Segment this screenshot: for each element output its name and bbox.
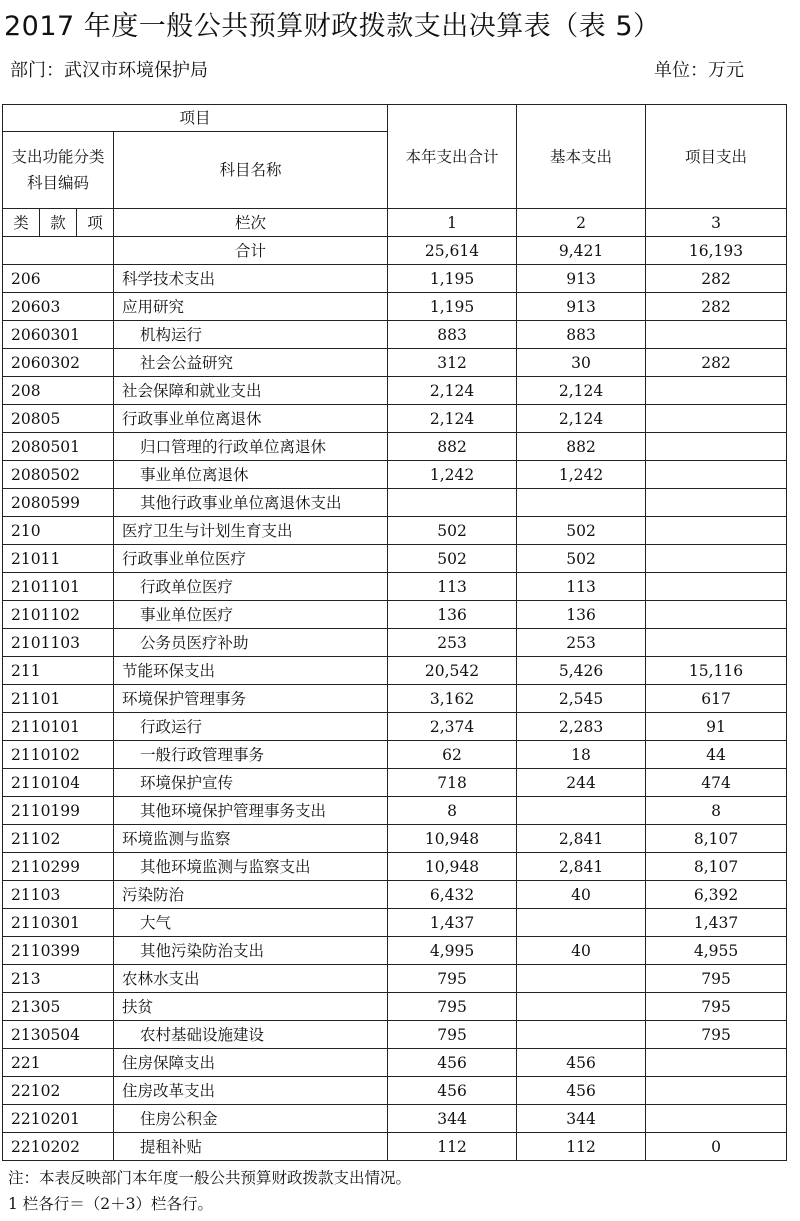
row-basic: 2,841 xyxy=(517,825,646,853)
row-subject-name: 环境监测与监察 xyxy=(114,825,388,853)
row-basic: 2,545 xyxy=(517,685,646,713)
row-basic: 2,124 xyxy=(517,377,646,405)
row-code: 21305 xyxy=(3,993,114,1021)
row-project: 282 xyxy=(646,349,787,377)
table-row xyxy=(3,853,787,881)
header-lei: 类 xyxy=(3,209,40,237)
row-basic: 344 xyxy=(517,1105,646,1133)
total-col-basic: 9,421 xyxy=(517,237,646,265)
table-row xyxy=(3,377,787,405)
row-total: 1,195 xyxy=(388,293,517,321)
header-xiang: 项 xyxy=(77,209,114,237)
row-project: 617 xyxy=(646,685,787,713)
table-row xyxy=(3,601,787,629)
row-code: 21011 xyxy=(3,545,114,573)
row-code: 2101103 xyxy=(3,629,114,657)
row-total: 344 xyxy=(388,1105,517,1133)
row-basic: 1,242 xyxy=(517,461,646,489)
total-label: 合计 xyxy=(114,237,388,265)
table-row xyxy=(3,825,787,853)
row-basic: 913 xyxy=(517,293,646,321)
row-project xyxy=(646,545,787,573)
row-total xyxy=(388,489,517,517)
row-subject-name: 一般行政管理事务 xyxy=(114,741,388,769)
row-total: 1,437 xyxy=(388,909,517,937)
row-total: 502 xyxy=(388,545,517,573)
row-total: 6,432 xyxy=(388,881,517,909)
header-row-1 xyxy=(3,105,787,132)
row-subject-name: 其他环境保护管理事务支出 xyxy=(114,797,388,825)
row-project xyxy=(646,573,787,601)
row-code: 213 xyxy=(3,965,114,993)
row-project xyxy=(646,321,787,349)
row-code: 21103 xyxy=(3,881,114,909)
total-row xyxy=(3,237,787,265)
row-code: 2101101 xyxy=(3,573,114,601)
row-total: 2,124 xyxy=(388,405,517,433)
row-total: 10,948 xyxy=(388,825,517,853)
row-basic: 253 xyxy=(517,629,646,657)
row-total: 883 xyxy=(388,321,517,349)
table-row xyxy=(3,909,787,937)
row-total: 113 xyxy=(388,573,517,601)
row-total: 1,195 xyxy=(388,265,517,293)
row-total: 502 xyxy=(388,517,517,545)
row-total: 795 xyxy=(388,993,517,1021)
row-total: 10,948 xyxy=(388,853,517,881)
lanci-2: 2 xyxy=(517,209,646,237)
row-basic: 136 xyxy=(517,601,646,629)
row-subject-name: 行政单位医疗 xyxy=(114,573,388,601)
row-subject-name: 其他行政事业单位离退休支出 xyxy=(114,489,388,517)
row-total: 20,542 xyxy=(388,657,517,685)
row-code: 211 xyxy=(3,657,114,685)
row-code: 2101102 xyxy=(3,601,114,629)
budget-table xyxy=(2,104,787,1161)
row-basic: 883 xyxy=(517,321,646,349)
note-line-2: 1 栏各行＝（2＋3）栏各行。 xyxy=(8,1195,214,1213)
row-basic: 113 xyxy=(517,573,646,601)
row-total: 62 xyxy=(388,741,517,769)
table-row xyxy=(3,1105,787,1133)
total-col-total: 25,614 xyxy=(388,237,517,265)
row-subject-name: 环境保护宣传 xyxy=(114,769,388,797)
row-basic: 913 xyxy=(517,265,646,293)
row-code: 20603 xyxy=(3,293,114,321)
row-total: 2,374 xyxy=(388,713,517,741)
row-code: 21102 xyxy=(3,825,114,853)
row-total: 8 xyxy=(388,797,517,825)
row-subject-name: 事业单位医疗 xyxy=(114,601,388,629)
table-row xyxy=(3,545,787,573)
row-subject-name: 住房保障支出 xyxy=(114,1049,388,1077)
row-code: 2110299 xyxy=(3,853,114,881)
row-project: 282 xyxy=(646,293,787,321)
row-total: 456 xyxy=(388,1077,517,1105)
row-basic: 2,283 xyxy=(517,713,646,741)
row-project xyxy=(646,377,787,405)
row-project xyxy=(646,461,787,489)
row-project: 795 xyxy=(646,965,787,993)
row-total: 1,242 xyxy=(388,461,517,489)
row-project: 282 xyxy=(646,265,787,293)
table-row xyxy=(3,293,787,321)
row-project xyxy=(646,1105,787,1133)
lanci-1: 1 xyxy=(388,209,517,237)
row-basic: 2,124 xyxy=(517,405,646,433)
row-basic: 456 xyxy=(517,1077,646,1105)
row-subject-name: 农村基础设施建设 xyxy=(114,1021,388,1049)
table-row xyxy=(3,573,787,601)
page-title: 2017 年度一般公共预算财政拨款支出决算表（表 5） xyxy=(4,11,661,42)
row-project: 795 xyxy=(646,1021,787,1049)
row-project xyxy=(646,601,787,629)
row-subject-name: 其他环境监测与监察支出 xyxy=(114,853,388,881)
row-basic xyxy=(517,797,646,825)
lanci-3: 3 xyxy=(646,209,787,237)
row-subject-name: 农林水支出 xyxy=(114,965,388,993)
table-row xyxy=(3,461,787,489)
row-code: 2110399 xyxy=(3,937,114,965)
table-row xyxy=(3,937,787,965)
row-project: 8,107 xyxy=(646,853,787,881)
table-row xyxy=(3,657,787,685)
row-subject-name: 社会公益研究 xyxy=(114,349,388,377)
table-row xyxy=(3,993,787,1021)
row-code: 2210202 xyxy=(3,1133,114,1161)
row-subject-name: 归口管理的行政单位离退休 xyxy=(114,433,388,461)
header-item: 项目 xyxy=(3,105,388,132)
row-code: 2110102 xyxy=(3,741,114,769)
row-project xyxy=(646,1049,787,1077)
row-project xyxy=(646,489,787,517)
unit-label: 单位：万元 xyxy=(654,60,744,81)
row-total: 795 xyxy=(388,965,517,993)
row-subject-name: 其他污染防治支出 xyxy=(114,937,388,965)
department-label: 部门：武汉市环境保护局 xyxy=(10,60,208,81)
row-subject-name: 行政事业单位离退休 xyxy=(114,405,388,433)
table-row xyxy=(3,685,787,713)
row-total: 4,995 xyxy=(388,937,517,965)
row-basic: 502 xyxy=(517,517,646,545)
row-project: 8 xyxy=(646,797,787,825)
row-basic xyxy=(517,909,646,937)
table-row xyxy=(3,489,787,517)
row-subject-name: 节能环保支出 xyxy=(114,657,388,685)
row-total: 718 xyxy=(388,769,517,797)
row-subject-name: 污染防治 xyxy=(114,881,388,909)
row-project: 15,116 xyxy=(646,657,787,685)
row-basic: 2,841 xyxy=(517,853,646,881)
row-subject-name: 社会保障和就业支出 xyxy=(114,377,388,405)
table-row xyxy=(3,965,787,993)
row-total: 456 xyxy=(388,1049,517,1077)
row-project: 44 xyxy=(646,741,787,769)
table-row xyxy=(3,629,787,657)
row-code: 2080501 xyxy=(3,433,114,461)
row-code: 2110301 xyxy=(3,909,114,937)
row-project: 474 xyxy=(646,769,787,797)
table-row xyxy=(3,769,787,797)
table-row xyxy=(3,741,787,769)
row-subject-name: 行政运行 xyxy=(114,713,388,741)
row-code: 21101 xyxy=(3,685,114,713)
row-basic xyxy=(517,1021,646,1049)
table-row xyxy=(3,1021,787,1049)
row-basic: 882 xyxy=(517,433,646,461)
table-row xyxy=(3,713,787,741)
row-subject-name: 机构运行 xyxy=(114,321,388,349)
row-project: 8,107 xyxy=(646,825,787,853)
row-project: 795 xyxy=(646,993,787,1021)
table-row xyxy=(3,1077,787,1105)
row-basic: 456 xyxy=(517,1049,646,1077)
row-total: 3,162 xyxy=(388,685,517,713)
row-total: 312 xyxy=(388,349,517,377)
row-subject-name: 大气 xyxy=(114,909,388,937)
row-code: 2110101 xyxy=(3,713,114,741)
row-basic: 18 xyxy=(517,741,646,769)
table-row xyxy=(3,405,787,433)
row-code: 206 xyxy=(3,265,114,293)
row-code: 2110104 xyxy=(3,769,114,797)
row-subject-name: 事业单位离退休 xyxy=(114,461,388,489)
row-project: 91 xyxy=(646,713,787,741)
row-project: 6,392 xyxy=(646,881,787,909)
row-basic: 40 xyxy=(517,937,646,965)
row-basic xyxy=(517,965,646,993)
row-code: 2060302 xyxy=(3,349,114,377)
row-subject-name: 住房公积金 xyxy=(114,1105,388,1133)
row-total: 136 xyxy=(388,601,517,629)
table-row xyxy=(3,881,787,909)
row-basic: 40 xyxy=(517,881,646,909)
row-project xyxy=(646,433,787,461)
row-basic: 112 xyxy=(517,1133,646,1161)
row-project: 1,437 xyxy=(646,909,787,937)
row-total: 882 xyxy=(388,433,517,461)
lanci-row xyxy=(3,209,787,237)
row-subject-name: 科学技术支出 xyxy=(114,265,388,293)
row-project xyxy=(646,1077,787,1105)
row-code: 2130504 xyxy=(3,1021,114,1049)
table-row xyxy=(3,1049,787,1077)
row-subject-name: 扶贫 xyxy=(114,993,388,1021)
lanci-label: 栏次 xyxy=(114,209,388,237)
row-total: 112 xyxy=(388,1133,517,1161)
row-total: 2,124 xyxy=(388,377,517,405)
row-subject-name: 提租补贴 xyxy=(114,1133,388,1161)
table-row xyxy=(3,433,787,461)
header-func-code: 支出功能分类科目编码 xyxy=(3,132,114,209)
row-code: 22102 xyxy=(3,1077,114,1105)
table-row xyxy=(3,517,787,545)
row-code: 208 xyxy=(3,377,114,405)
table-row xyxy=(3,1133,787,1161)
row-subject-name: 住房改革支出 xyxy=(114,1077,388,1105)
table-row xyxy=(3,349,787,377)
row-project xyxy=(646,405,787,433)
row-basic: 502 xyxy=(517,545,646,573)
header-col-total: 本年支出合计 xyxy=(388,105,517,209)
row-project: 4,955 xyxy=(646,937,787,965)
row-total: 253 xyxy=(388,629,517,657)
row-project: 0 xyxy=(646,1133,787,1161)
row-code: 2080502 xyxy=(3,461,114,489)
header-kuan: 款 xyxy=(40,209,77,237)
note-line-1: 注：本表反映部门本年度一般公共预算财政拨款支出情况。 xyxy=(8,1169,412,1187)
table-row xyxy=(3,797,787,825)
row-code: 221 xyxy=(3,1049,114,1077)
row-project xyxy=(646,517,787,545)
row-code: 2210201 xyxy=(3,1105,114,1133)
header-subject-name: 科目名称 xyxy=(114,132,388,209)
row-basic: 244 xyxy=(517,769,646,797)
row-total: 795 xyxy=(388,1021,517,1049)
row-subject-name: 环境保护管理事务 xyxy=(114,685,388,713)
row-subject-name: 公务员医疗补助 xyxy=(114,629,388,657)
total-code-cell xyxy=(3,237,114,265)
row-code: 210 xyxy=(3,517,114,545)
row-project xyxy=(646,629,787,657)
header-col-basic: 基本支出 xyxy=(517,105,646,209)
row-subject-name: 行政事业单位医疗 xyxy=(114,545,388,573)
row-basic: 5,426 xyxy=(517,657,646,685)
table-row xyxy=(3,321,787,349)
total-col-project: 16,193 xyxy=(646,237,787,265)
header-col-project: 项目支出 xyxy=(646,105,787,209)
row-code: 2110199 xyxy=(3,797,114,825)
row-basic: 30 xyxy=(517,349,646,377)
row-basic xyxy=(517,489,646,517)
row-basic xyxy=(517,993,646,1021)
row-code: 20805 xyxy=(3,405,114,433)
row-subject-name: 医疗卫生与计划生育支出 xyxy=(114,517,388,545)
table-row xyxy=(3,265,787,293)
row-subject-name: 应用研究 xyxy=(114,293,388,321)
row-code: 2060301 xyxy=(3,321,114,349)
row-code: 2080599 xyxy=(3,489,114,517)
